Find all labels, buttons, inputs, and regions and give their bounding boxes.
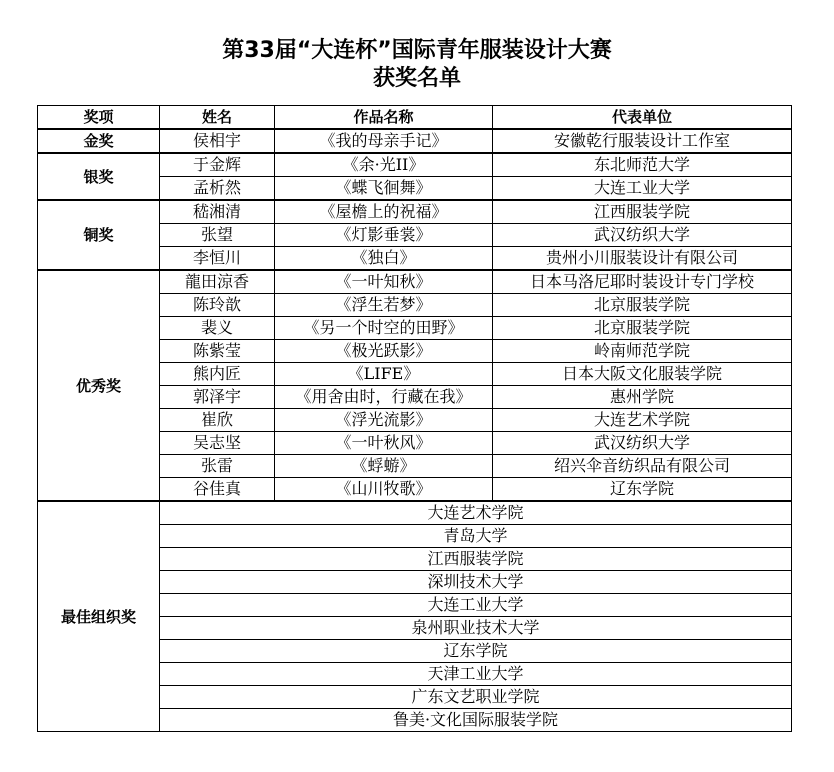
representative-unit: 贵州小川服装设计有限公司: [493, 247, 792, 271]
winner-name: 龍田涼香: [160, 270, 275, 294]
table-row: [38, 200, 792, 224]
header-unit: 代表单位: [493, 106, 792, 130]
winner-name: 谷佳真: [160, 478, 275, 502]
organization-unit: 辽东学院: [160, 640, 792, 663]
representative-unit: 辽东学院: [493, 478, 792, 502]
winner-name: 吴志坚: [160, 432, 275, 455]
organization-unit: 大连艺术学院: [160, 501, 792, 525]
representative-unit: 惠州学院: [493, 386, 792, 409]
header-work: 作品名称: [275, 106, 493, 130]
organization-unit: 泉州职业技术大学: [160, 617, 792, 640]
representative-unit: 北京服装学院: [493, 294, 792, 317]
award-category: 优秀奖: [38, 270, 160, 501]
table-row: [38, 501, 792, 525]
work-title: 《一叶知秋》: [275, 270, 493, 294]
representative-unit: 北京服装学院: [493, 317, 792, 340]
work-title: 《蝶飞徊舞》: [275, 177, 493, 201]
representative-unit: 东北师范大学: [493, 153, 792, 177]
organization-unit: 天津工业大学: [160, 663, 792, 686]
winner-name: 陈紫莹: [160, 340, 275, 363]
award-category: 金奖: [38, 129, 160, 153]
work-title: 《屋檐上的祝福》: [275, 200, 493, 224]
header-row: [38, 106, 792, 130]
work-title: 《用舍由时，行藏在我》: [275, 386, 493, 409]
winner-name: 裴义: [160, 317, 275, 340]
work-title: 《一叶秋风》: [275, 432, 493, 455]
organization-unit: 广东文艺职业学院: [160, 686, 792, 709]
winner-name: 张雷: [160, 455, 275, 478]
header-award: 奖项: [38, 106, 160, 130]
winner-name: 嵇湘清: [160, 200, 275, 224]
representative-unit: 武汉纺织大学: [493, 432, 792, 455]
organization-unit: 大连工业大学: [160, 594, 792, 617]
winner-name: 侯相宇: [160, 129, 275, 153]
page-subtitle: 获奖名单: [372, 66, 461, 91]
representative-unit: 绍兴伞音纺织品有限公司: [493, 455, 792, 478]
representative-unit: 武汉纺织大学: [493, 224, 792, 247]
award-table-body: [38, 129, 792, 732]
award-category: 最佳组织奖: [38, 501, 160, 732]
winner-name: 于金辉: [160, 153, 275, 177]
representative-unit: 安徽乾行服装设计工作室: [493, 129, 792, 153]
representative-unit: 日本马洛尼耶时装设计专门学校: [493, 270, 792, 294]
winner-name: 张望: [160, 224, 275, 247]
page-title: 第33届“大连杯”国际青年服装设计大赛: [222, 38, 612, 63]
table-row: [38, 153, 792, 177]
award-category: 银奖: [38, 153, 160, 200]
organization-unit: 江西服装学院: [160, 548, 792, 571]
organization-unit: 青岛大学: [160, 525, 792, 548]
work-title: 《独白》: [275, 247, 493, 271]
work-title: 《LIFE》: [275, 363, 493, 386]
winner-name: 孟析然: [160, 177, 275, 201]
work-title: 《浮光流影》: [275, 409, 493, 432]
representative-unit: 江西服装学院: [493, 200, 792, 224]
header-name: 姓名: [160, 106, 275, 130]
organization-unit: 鲁美·文化国际服装学院: [160, 709, 792, 732]
organization-unit: 深圳技术大学: [160, 571, 792, 594]
winner-name: 崔欣: [160, 409, 275, 432]
winner-name: 郭泽宇: [160, 386, 275, 409]
representative-unit: 大连工业大学: [493, 177, 792, 201]
representative-unit: 大连艺术学院: [493, 409, 792, 432]
table-row: [38, 129, 792, 153]
award-table: [37, 105, 792, 732]
winner-name: 陈玲歆: [160, 294, 275, 317]
table-row: [38, 270, 792, 294]
work-title: 《极光跃影》: [275, 340, 493, 363]
work-title: 《浮生若梦》: [275, 294, 493, 317]
representative-unit: 日本大阪文化服装学院: [493, 363, 792, 386]
work-title: 《山川牧歌》: [275, 478, 493, 502]
work-title: 《蜉蝣》: [275, 455, 493, 478]
representative-unit: 岭南师范学院: [493, 340, 792, 363]
work-title: 《余·光II》: [275, 153, 493, 177]
winner-name: 熊内匠: [160, 363, 275, 386]
work-title: 《另一个时空的田野》: [275, 317, 493, 340]
award-category: 铜奖: [38, 200, 160, 270]
work-title: 《我的母亲手记》: [275, 129, 493, 153]
work-title: 《灯影垂裳》: [275, 224, 493, 247]
winner-name: 李恒川: [160, 247, 275, 271]
